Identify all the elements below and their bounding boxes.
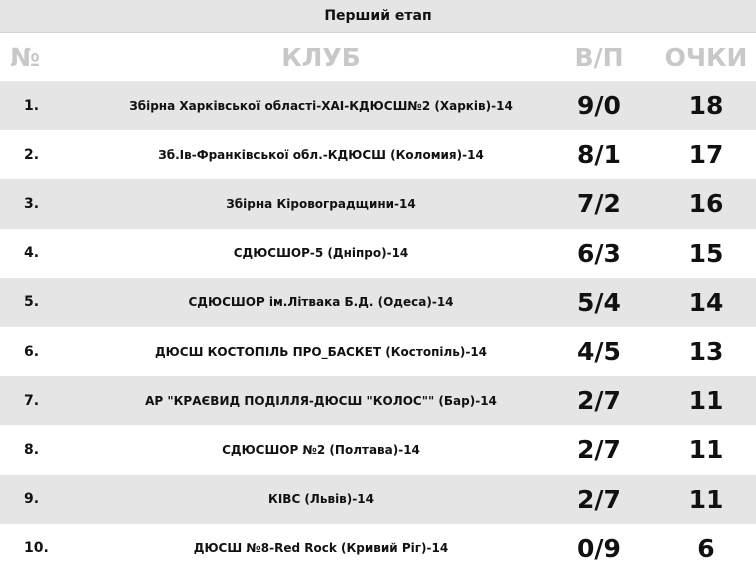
table-row xyxy=(0,229,756,278)
table-row xyxy=(0,81,756,130)
row-points: 11 xyxy=(688,386,724,416)
row-points: 15 xyxy=(688,238,724,268)
row-club: Зб.Ів-Франківської обл.-КДЮСШ (Коломия)-14 xyxy=(158,147,484,162)
table-row xyxy=(0,179,756,228)
row-wins-losses: 4/5 xyxy=(577,337,621,367)
table-row xyxy=(0,327,756,376)
header-number: № xyxy=(10,42,41,72)
row-number: 6. xyxy=(24,343,40,360)
table-row xyxy=(0,130,756,179)
table-header xyxy=(0,33,756,81)
header-club: КЛУБ xyxy=(281,42,361,72)
row-wins-losses: 7/2 xyxy=(577,189,621,219)
table-row xyxy=(0,376,756,425)
row-club: ДЮСШ КОСТОПІЛЬ ПРО_БАСКЕТ (Костопіль)-14 xyxy=(154,344,488,359)
row-wins-losses: 2/7 xyxy=(577,484,621,514)
row-wins-losses: 2/7 xyxy=(577,386,621,416)
table-row xyxy=(0,524,756,573)
row-club: СДЮСШОР №2 (Полтава)-14 xyxy=(222,442,420,457)
row-club: СДЮСШОР-5 (Дніпро)-14 xyxy=(233,246,409,261)
row-wins-losses: 6/3 xyxy=(577,238,621,268)
row-points: 11 xyxy=(688,484,724,514)
row-wins-losses: 2/7 xyxy=(577,435,621,465)
row-number: 8. xyxy=(24,441,40,458)
row-points: 14 xyxy=(688,287,724,317)
row-club: АР "КРАЄВИД ПОДІЛЛЯ-ДЮСШ "КОЛОС"" (Бар)-14 xyxy=(145,393,497,408)
row-club: ДЮСШ №8-Red Rock (Кривий Ріг)-14 xyxy=(193,541,449,556)
row-wins-losses: 5/4 xyxy=(577,287,621,317)
table-row xyxy=(0,425,756,474)
row-number: 3. xyxy=(24,195,40,212)
row-number: 10. xyxy=(24,540,49,557)
table-row xyxy=(0,278,756,327)
row-number: 7. xyxy=(24,392,40,409)
row-wins-losses: 8/1 xyxy=(577,140,621,170)
row-wins-losses: 9/0 xyxy=(577,91,621,121)
row-number: 1. xyxy=(24,97,40,114)
stage-title: Перший етап xyxy=(0,0,756,33)
row-points: 13 xyxy=(688,337,724,367)
row-number: 5. xyxy=(24,294,40,311)
row-points: 17 xyxy=(688,140,724,170)
row-points: 16 xyxy=(688,189,724,219)
header-points: ОЧКИ xyxy=(664,42,748,72)
row-number: 4. xyxy=(24,245,40,262)
header-wins-losses: В/П xyxy=(574,42,624,72)
row-number: 2. xyxy=(24,146,40,163)
row-points: 11 xyxy=(688,435,724,465)
row-wins-losses: 0/9 xyxy=(577,533,621,563)
row-club: Збірна Кіровоградщини-14 xyxy=(226,196,416,211)
row-club: КІВС (Львів)-14 xyxy=(268,492,374,507)
row-points: 6 xyxy=(697,533,715,563)
row-club: СДЮСШОР ім.Літвака Б.Д. (Одеса)-14 xyxy=(188,295,454,310)
row-club: Збірна Харківської області-ХАІ-КДЮСШ№2 (Харків)-14 xyxy=(129,98,513,113)
table-row xyxy=(0,475,756,524)
row-number: 9. xyxy=(24,491,40,508)
row-points: 18 xyxy=(688,91,724,121)
